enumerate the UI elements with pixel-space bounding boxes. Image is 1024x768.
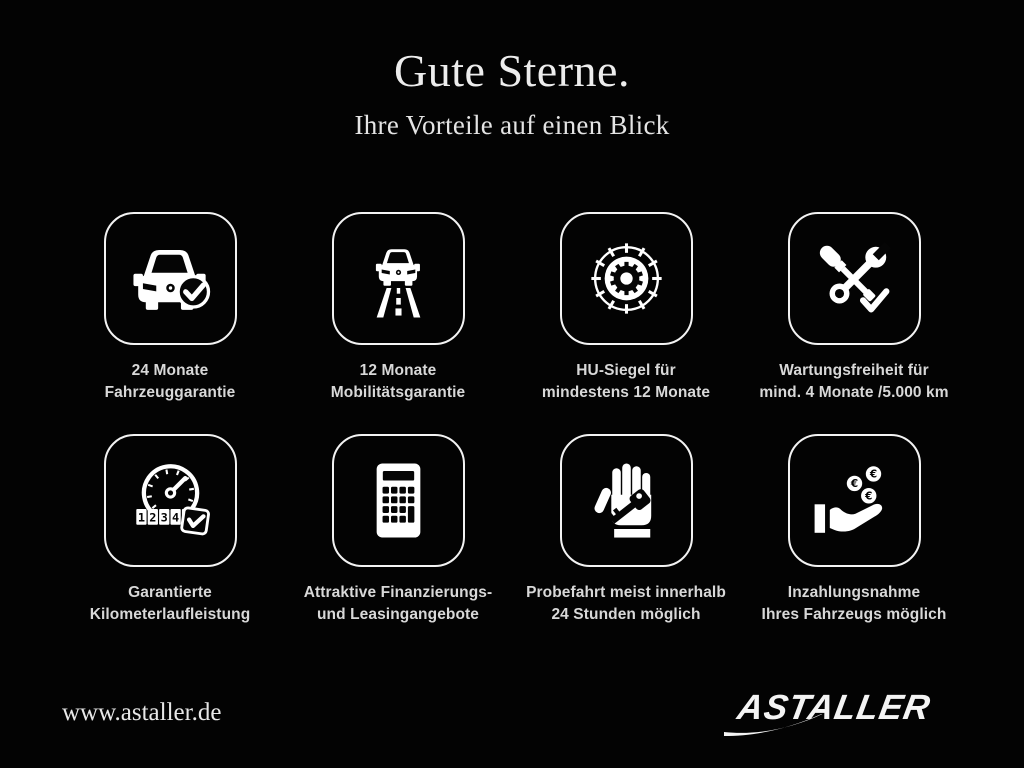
- car-check-icon: [123, 231, 218, 326]
- caption-line: HU-Siegel für: [576, 362, 676, 379]
- tools-check-icon: [807, 231, 902, 326]
- svg-text:€: €: [869, 468, 877, 481]
- caption-line: und Leasingangebote: [316, 606, 480, 623]
- svg-text:1: 1: [137, 510, 145, 525]
- calculator-icon: [351, 453, 446, 548]
- caption-line: Kilometerlaufleistung: [89, 606, 251, 623]
- iconbox: [788, 212, 921, 345]
- caption-line: Probefahrt meist innerhalb: [526, 584, 726, 601]
- tile-caption: [304, 582, 493, 626]
- iconbox: [332, 212, 465, 345]
- svg-text:€: €: [864, 490, 872, 503]
- caption-line: 24 Monate: [131, 362, 209, 379]
- caption-line: 24 Stunden möglich: [551, 606, 701, 623]
- caption-line: Mobilitätsgarantie: [330, 384, 466, 401]
- tile-caption: [542, 360, 710, 404]
- caption-line: Inzahlungsnahme: [787, 584, 921, 601]
- benefits-grid: [56, 212, 968, 656]
- tile-kilometerlaufleistung: [56, 434, 284, 656]
- iconbox: [788, 434, 921, 567]
- tile-wartungsfreiheit: [740, 212, 968, 434]
- caption-line: Attraktive Finanzierungs-: [303, 584, 493, 601]
- hand-coins-icon: [807, 453, 902, 548]
- caption-line: Wartungsfreiheit für: [779, 362, 929, 379]
- tile-mobilitaetsgarantie: [284, 212, 512, 434]
- tile-caption: [105, 360, 236, 404]
- hu-seal-icon: [579, 231, 674, 326]
- page-title: Gute Sterne.: [394, 45, 630, 96]
- iconbox: [560, 212, 693, 345]
- tile-fahrzeuggarantie: [56, 212, 284, 434]
- odometer-check-icon: [123, 453, 218, 548]
- tile-caption: [762, 582, 947, 626]
- hand-key-icon: [579, 453, 674, 548]
- svg-text:2: 2: [148, 510, 156, 525]
- caption-line: Ihres Fahrzeugs möglich: [761, 606, 947, 623]
- page-subtitle: Ihre Vorteile auf einen Blick: [354, 110, 670, 140]
- tile-inzahlungsnahme: [740, 434, 968, 656]
- tile-caption: [90, 582, 251, 626]
- dealer-logo-text: ASTALLER: [734, 688, 934, 727]
- iconbox: [560, 434, 693, 567]
- tile-hu-siegel: [512, 212, 740, 434]
- svg-text:3: 3: [160, 510, 168, 525]
- iconbox: [104, 434, 237, 567]
- iconbox: [332, 434, 465, 567]
- tile-probefahrt: [512, 434, 740, 656]
- dealer-logo: [734, 688, 988, 740]
- tile-caption: [759, 360, 948, 404]
- website-url: www.astaller.de: [62, 699, 222, 726]
- caption-line: Fahrzeuggarantie: [104, 384, 236, 401]
- caption-line: Garantierte: [128, 584, 212, 601]
- tile-caption: [526, 582, 726, 626]
- tile-caption: [331, 360, 465, 404]
- car-road-icon: [351, 231, 446, 326]
- svg-text:€: €: [850, 478, 858, 491]
- tile-finanzierung: [284, 434, 512, 656]
- iconbox: [104, 212, 237, 345]
- caption-line: mindestens 12 Monate: [541, 384, 711, 401]
- caption-line: mind. 4 Monate /5.000 km: [759, 384, 949, 401]
- svg-text:4: 4: [171, 510, 179, 525]
- caption-line: 12 Monate: [359, 362, 437, 379]
